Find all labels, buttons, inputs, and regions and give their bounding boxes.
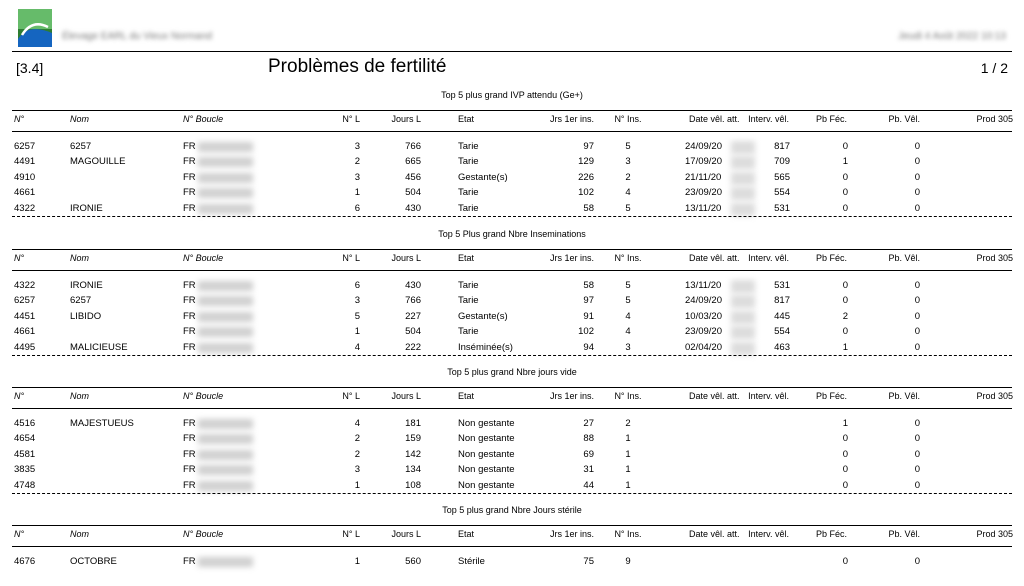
- cell-jrs: 27: [583, 418, 594, 429]
- cell-pbf: 2: [842, 310, 848, 322]
- cell-datev: 24/09/20: [685, 141, 722, 152]
- column-header-nins: N° Ins.: [614, 391, 642, 401]
- cell-nom: OCTOBRE: [70, 556, 117, 567]
- section-title: Top 5 plus grand Nbre Jours stérile: [442, 505, 582, 515]
- cell-pbf: 1: [842, 418, 848, 429]
- redacted-year: [731, 311, 755, 324]
- cell-etat: Tarie: [458, 280, 479, 291]
- column-header-interv: Interv. vêl.: [748, 391, 789, 401]
- cell-boucle: FR: [183, 418, 196, 429]
- redacted-year: [731, 280, 755, 293]
- cell-nom: IRONIE: [70, 280, 103, 291]
- cell-jl: 665: [405, 156, 421, 168]
- cell-pbf: 0: [842, 433, 848, 445]
- column-header-num: N°: [14, 253, 25, 263]
- cell-pbv: 0: [914, 280, 920, 291]
- section-end-rule: [12, 216, 1012, 217]
- redacted-year: [731, 342, 755, 355]
- cell-nins: 2: [625, 171, 631, 183]
- cell-nins: 4: [625, 310, 631, 322]
- header-bottom-rule: [12, 131, 1012, 132]
- cell-jrs: 94: [583, 341, 594, 353]
- cell-jrs: 102: [578, 187, 594, 199]
- column-header-nom: Nom: [70, 114, 90, 124]
- cell-pbf: 0: [842, 464, 848, 476]
- print-date: Jeudi 4 Août 2022 10:13: [898, 31, 1006, 42]
- cell-boucle: FR: [183, 295, 196, 307]
- cell-jl: 222: [405, 341, 421, 353]
- cell-nl: 1: [354, 326, 360, 338]
- cell-nins: 1: [625, 448, 631, 460]
- column-header-jrs: Jrs 1er ins.: [549, 529, 594, 539]
- cell-nl: 2: [354, 433, 360, 445]
- cell-nl: 3: [354, 171, 360, 183]
- cell-boucle: FR: [183, 326, 196, 338]
- redacted-tag-number: [198, 465, 253, 475]
- cell-jl: 766: [405, 295, 421, 307]
- cell-nl: 1: [354, 556, 360, 567]
- header-bottom-rule: [12, 546, 1012, 547]
- redacted-tag-number: [198, 434, 253, 444]
- cell-boucle: FR: [183, 341, 196, 353]
- redacted-year: [731, 295, 755, 308]
- column-header-jrs: Jrs 1er ins.: [549, 114, 594, 124]
- cell-etat: Tarie: [458, 187, 479, 199]
- column-header-datev: Date vêl. att.: [689, 391, 740, 401]
- table-row: [0, 480, 1024, 494]
- cell-nins: 9: [625, 556, 631, 567]
- cell-pbv: 0: [914, 418, 920, 429]
- column-header-prod: Prod 305: [976, 253, 1013, 263]
- cell-nl: 2: [354, 448, 360, 460]
- cell-nl: 4: [354, 418, 360, 429]
- column-header-etat: Etat: [458, 391, 475, 401]
- cell-datev: 02/04/20: [685, 341, 722, 353]
- cell-etat: Tarie: [458, 202, 479, 214]
- table-row: [0, 418, 1024, 432]
- cell-jl: 159: [405, 433, 421, 445]
- cell-datev: 10/03/20: [685, 310, 722, 322]
- table-row: [0, 326, 1024, 340]
- cell-interv: 565: [774, 171, 790, 183]
- cell-num: 4322: [14, 202, 36, 214]
- column-header-datev: Date vêl. att.: [689, 529, 740, 539]
- column-header-etat: Etat: [458, 529, 475, 539]
- cell-pbf: 0: [842, 171, 848, 183]
- cell-pbv: 0: [914, 295, 920, 307]
- column-header-jl: Jours L: [391, 391, 421, 401]
- redacted-tag-number: [198, 296, 253, 306]
- cell-boucle: FR: [183, 310, 196, 322]
- cell-nom: MAGOUILLE: [70, 156, 126, 168]
- cell-nl: 2: [354, 156, 360, 168]
- cell-nom: IRONIE: [70, 202, 103, 214]
- redacted-tag-number: [198, 419, 253, 429]
- cell-etat: Non gestante: [458, 448, 515, 460]
- cell-nom: MALICIEUSE: [70, 341, 128, 353]
- company-logo: [18, 9, 52, 47]
- cell-etat: Tarie: [458, 326, 479, 338]
- cell-boucle: FR: [183, 141, 196, 152]
- table-row: [0, 433, 1024, 447]
- cell-boucle: FR: [183, 187, 196, 199]
- table-row: [0, 187, 1024, 201]
- column-header-pbv: Pb. Vêl.: [888, 253, 920, 263]
- redacted-year: [731, 141, 755, 154]
- cell-pbv: 0: [914, 171, 920, 183]
- column-header-boucle: N° Boucle: [183, 391, 224, 401]
- cell-datev: 17/09/20: [685, 156, 722, 168]
- cell-nins: 5: [625, 295, 631, 307]
- cell-etat: Tarie: [458, 295, 479, 307]
- header-top-rule: [12, 525, 1012, 526]
- column-header-boucle: N° Boucle: [183, 114, 224, 124]
- redacted-tag-number: [198, 142, 253, 152]
- cell-nl: 4: [354, 341, 360, 353]
- column-header-nins: N° Ins.: [614, 529, 642, 539]
- cell-pbf: 0: [842, 295, 848, 307]
- column-header-pbf: Pb Féc.: [815, 391, 847, 401]
- cell-nom: 6257: [70, 295, 92, 307]
- column-header-jl: Jours L: [391, 529, 421, 539]
- cell-nins: 5: [625, 202, 631, 214]
- column-header-nom: Nom: [70, 253, 90, 263]
- cell-pbf: 0: [842, 326, 848, 338]
- redacted-tag-number: [198, 188, 253, 198]
- column-header-interv: Interv. vêl.: [748, 253, 789, 263]
- column-header-jl: Jours L: [391, 114, 421, 124]
- cell-num: 4748: [14, 479, 36, 491]
- cell-num: 4451: [14, 310, 36, 322]
- cell-jl: 504: [405, 187, 421, 199]
- cell-datev: 21/11/20: [685, 171, 722, 183]
- column-header-row: [0, 391, 1024, 405]
- table-row: [0, 280, 1024, 294]
- cell-num: 4910: [14, 171, 36, 183]
- cell-nins: 5: [625, 141, 631, 152]
- header-rule: [12, 51, 1012, 52]
- cell-interv: 531: [774, 280, 790, 291]
- cell-nins: 4: [625, 187, 631, 199]
- cell-interv: 709: [774, 156, 790, 168]
- cell-jl: 227: [405, 310, 421, 322]
- cell-pbf: 0: [842, 280, 848, 291]
- cell-etat: Tarie: [458, 156, 479, 168]
- cell-nom: MAJESTUEUS: [70, 418, 134, 429]
- cell-jl: 430: [405, 202, 421, 214]
- column-header-interv: Interv. vêl.: [748, 114, 789, 124]
- redacted-tag-number: [198, 481, 253, 491]
- cell-etat: Non gestante: [458, 418, 515, 429]
- cell-jrs: 31: [583, 464, 594, 476]
- cell-pbv: 0: [914, 556, 920, 567]
- redacted-tag-number: [198, 281, 253, 291]
- table-row: [0, 295, 1024, 309]
- cell-jl: 142: [405, 448, 421, 460]
- redacted-tag-number: [198, 204, 253, 214]
- cell-datev: 23/09/20: [685, 187, 722, 199]
- cell-jrs: 91: [583, 310, 594, 322]
- redacted-tag-number: [198, 557, 253, 567]
- cell-jrs: 58: [583, 280, 594, 291]
- cell-pbf: 0: [842, 479, 848, 491]
- table-row: [0, 342, 1024, 356]
- cell-etat: Non gestante: [458, 464, 515, 476]
- redacted-tag-number: [198, 327, 253, 337]
- cell-pbv: 0: [914, 326, 920, 338]
- cell-interv: 554: [774, 187, 790, 199]
- column-header-interv: Interv. vêl.: [748, 529, 789, 539]
- page-indicator: 1 / 2: [980, 60, 1008, 76]
- cell-num: 6257: [14, 141, 36, 152]
- cell-nins: 5: [625, 280, 631, 291]
- cell-pbv: 0: [914, 433, 920, 445]
- cell-etat: Non gestante: [458, 433, 515, 445]
- cell-jrs: 44: [583, 479, 594, 491]
- cell-num: 4491: [14, 156, 36, 168]
- table-row: [0, 556, 1024, 570]
- cell-nins: 3: [625, 341, 631, 353]
- cell-etat: Gestante(s): [458, 171, 508, 183]
- column-header-boucle: N° Boucle: [183, 529, 224, 539]
- column-header-jrs: Jrs 1er ins.: [549, 391, 594, 401]
- cell-jrs: 129: [578, 156, 594, 168]
- cell-interv: 463: [774, 341, 790, 353]
- column-header-pbf: Pb Féc.: [815, 114, 847, 124]
- cell-boucle: FR: [183, 202, 196, 214]
- cell-num: 4661: [14, 187, 36, 199]
- cell-pbv: 0: [914, 156, 920, 168]
- cell-interv: 817: [774, 141, 790, 152]
- cell-nins: 2: [625, 418, 631, 429]
- cell-boucle: FR: [183, 479, 196, 491]
- cell-jl: 560: [405, 556, 421, 567]
- cell-num: 4676: [14, 556, 36, 567]
- cell-interv: 445: [774, 310, 790, 322]
- redacted-tag-number: [198, 312, 253, 322]
- cell-pbf: 0: [842, 448, 848, 460]
- cell-interv: 817: [774, 295, 790, 307]
- cell-datev: 24/09/20: [685, 295, 722, 307]
- cell-num: 4581: [14, 448, 36, 460]
- cell-etat: Inséminée(s): [458, 341, 513, 353]
- cell-jl: 430: [405, 280, 421, 291]
- cell-jrs: 75: [583, 556, 594, 567]
- cell-boucle: FR: [183, 464, 196, 476]
- cell-nins: 1: [625, 464, 631, 476]
- cell-nins: 1: [625, 433, 631, 445]
- cell-pbv: 0: [914, 464, 920, 476]
- redacted-tag-number: [198, 157, 253, 167]
- cell-etat: Stérile: [458, 556, 485, 567]
- cell-num: 4516: [14, 418, 36, 429]
- cell-pbf: 0: [842, 187, 848, 199]
- redacted-tag-number: [198, 173, 253, 183]
- cell-boucle: FR: [183, 280, 196, 291]
- cell-num: 4654: [14, 433, 36, 445]
- cell-nl: 1: [354, 479, 360, 491]
- redacted-year: [731, 172, 755, 185]
- report-code: [3.4]: [16, 60, 44, 76]
- cell-nl: 5: [354, 310, 360, 322]
- column-header-row: [0, 114, 1024, 128]
- cell-num: 3835: [14, 464, 36, 476]
- redacted-year: [731, 156, 755, 169]
- column-header-row: [0, 529, 1024, 543]
- cell-pbf: 0: [842, 141, 848, 152]
- cell-pbv: 0: [914, 202, 920, 214]
- column-header-num: N°: [14, 114, 25, 124]
- cell-pbv: 0: [914, 341, 920, 353]
- column-header-nom: Nom: [70, 391, 90, 401]
- header-bottom-rule: [12, 270, 1012, 271]
- table-row: [0, 203, 1024, 217]
- cell-pbv: 0: [914, 141, 920, 152]
- cell-interv: 531: [774, 202, 790, 214]
- cell-nins: 1: [625, 479, 631, 491]
- cell-nins: 3: [625, 156, 631, 168]
- column-header-prod: Prod 305: [976, 391, 1013, 401]
- cell-jrs: 58: [583, 202, 594, 214]
- cell-jrs: 97: [583, 141, 594, 152]
- cell-num: 4495: [14, 341, 36, 353]
- column-header-num: N°: [14, 391, 25, 401]
- cell-pbf: 0: [842, 202, 848, 214]
- column-header-pbv: Pb. Vêl.: [888, 529, 920, 539]
- cell-jl: 456: [405, 171, 421, 183]
- cell-nl: 3: [354, 141, 360, 152]
- header-top-rule: [12, 249, 1012, 250]
- cell-pbf: 0: [842, 556, 848, 567]
- cell-jrs: 97: [583, 295, 594, 307]
- table-row: [0, 311, 1024, 325]
- column-header-prod: Prod 305: [976, 114, 1013, 124]
- header-top-rule: [12, 387, 1012, 388]
- redacted-tag-number: [198, 450, 253, 460]
- table-row: [0, 464, 1024, 478]
- header-bottom-rule: [12, 408, 1012, 409]
- cell-pbv: 0: [914, 448, 920, 460]
- column-header-nl: N° L: [342, 529, 360, 539]
- cell-interv: 554: [774, 326, 790, 338]
- cell-jl: 108: [405, 479, 421, 491]
- cell-datev: 23/09/20: [685, 326, 722, 338]
- cell-num: 6257: [14, 295, 36, 307]
- cell-num: 4661: [14, 326, 36, 338]
- redacted-year: [731, 326, 755, 339]
- redacted-year: [731, 187, 755, 200]
- column-header-row: [0, 253, 1024, 267]
- redacted-tag-number: [198, 343, 253, 353]
- cell-boucle: FR: [183, 448, 196, 460]
- redacted-year: [731, 203, 755, 216]
- column-header-pbf: Pb Féc.: [815, 529, 847, 539]
- cell-pbv: 0: [914, 479, 920, 491]
- section-title: Top 5 plus grand IVP attendu (Ge+): [441, 90, 583, 100]
- section-title: Top 5 Plus grand Nbre Inseminations: [438, 229, 586, 239]
- section-title: Top 5 plus grand Nbre jours vide: [447, 367, 577, 377]
- table-row: [0, 172, 1024, 186]
- cell-nl: 6: [354, 280, 360, 291]
- table-row: [0, 141, 1024, 155]
- cell-jl: 134: [405, 464, 421, 476]
- cell-num: 4322: [14, 280, 36, 291]
- column-header-num: N°: [14, 529, 25, 539]
- column-header-nl: N° L: [342, 391, 360, 401]
- report-title: Problèmes de fertilité: [268, 56, 447, 77]
- header-top-rule: [12, 110, 1012, 111]
- section-end-rule: [12, 493, 1012, 494]
- cell-etat: Gestante(s): [458, 310, 508, 322]
- cell-nl: 1: [354, 187, 360, 199]
- cell-jl: 766: [405, 141, 421, 152]
- cell-datev: 13/11/20: [685, 280, 722, 291]
- cell-nl: 6: [354, 202, 360, 214]
- cell-boucle: FR: [183, 433, 196, 445]
- column-header-pbv: Pb. Vêl.: [888, 114, 920, 124]
- cell-pbv: 0: [914, 187, 920, 199]
- column-header-nins: N° Ins.: [614, 253, 642, 263]
- column-header-pbf: Pb Féc.: [815, 253, 847, 263]
- table-row: [0, 156, 1024, 170]
- cell-jrs: 69: [583, 448, 594, 460]
- column-header-nom: Nom: [70, 529, 90, 539]
- column-header-datev: Date vêl. att.: [689, 253, 740, 263]
- cell-boucle: FR: [183, 556, 196, 567]
- section-end-rule: [12, 355, 1012, 356]
- cell-boucle: FR: [183, 171, 196, 183]
- cell-etat: Tarie: [458, 141, 479, 152]
- cell-nl: 3: [354, 295, 360, 307]
- column-header-pbv: Pb. Vêl.: [888, 391, 920, 401]
- cell-pbv: 0: [914, 310, 920, 322]
- cell-jrs: 102: [578, 326, 594, 338]
- column-header-etat: Etat: [458, 114, 475, 124]
- cell-nl: 3: [354, 464, 360, 476]
- column-header-prod: Prod 305: [976, 529, 1013, 539]
- cell-jrs: 226: [578, 171, 594, 183]
- column-header-jrs: Jrs 1er ins.: [549, 253, 594, 263]
- cell-datev: 13/11/20: [685, 202, 722, 214]
- cell-etat: Non gestante: [458, 479, 515, 491]
- table-row: [0, 449, 1024, 463]
- cell-nins: 4: [625, 326, 631, 338]
- cell-jrs: 88: [583, 433, 594, 445]
- cell-nom: LIBIDO: [70, 310, 102, 322]
- cell-jl: 504: [405, 326, 421, 338]
- column-header-datev: Date vêl. att.: [689, 114, 740, 124]
- cell-jl: 181: [405, 418, 421, 429]
- column-header-nl: N° L: [342, 253, 360, 263]
- column-header-etat: Etat: [458, 253, 475, 263]
- farm-name: Élevage EARL du Vieux Normand: [62, 31, 213, 42]
- column-header-nins: N° Ins.: [614, 114, 642, 124]
- column-header-nl: N° L: [342, 114, 360, 124]
- cell-pbf: 1: [842, 156, 848, 168]
- cell-boucle: FR: [183, 156, 196, 168]
- column-header-boucle: N° Boucle: [183, 253, 224, 263]
- cell-pbf: 1: [842, 341, 848, 353]
- column-header-jl: Jours L: [391, 253, 421, 263]
- cell-nom: 6257: [70, 141, 92, 152]
